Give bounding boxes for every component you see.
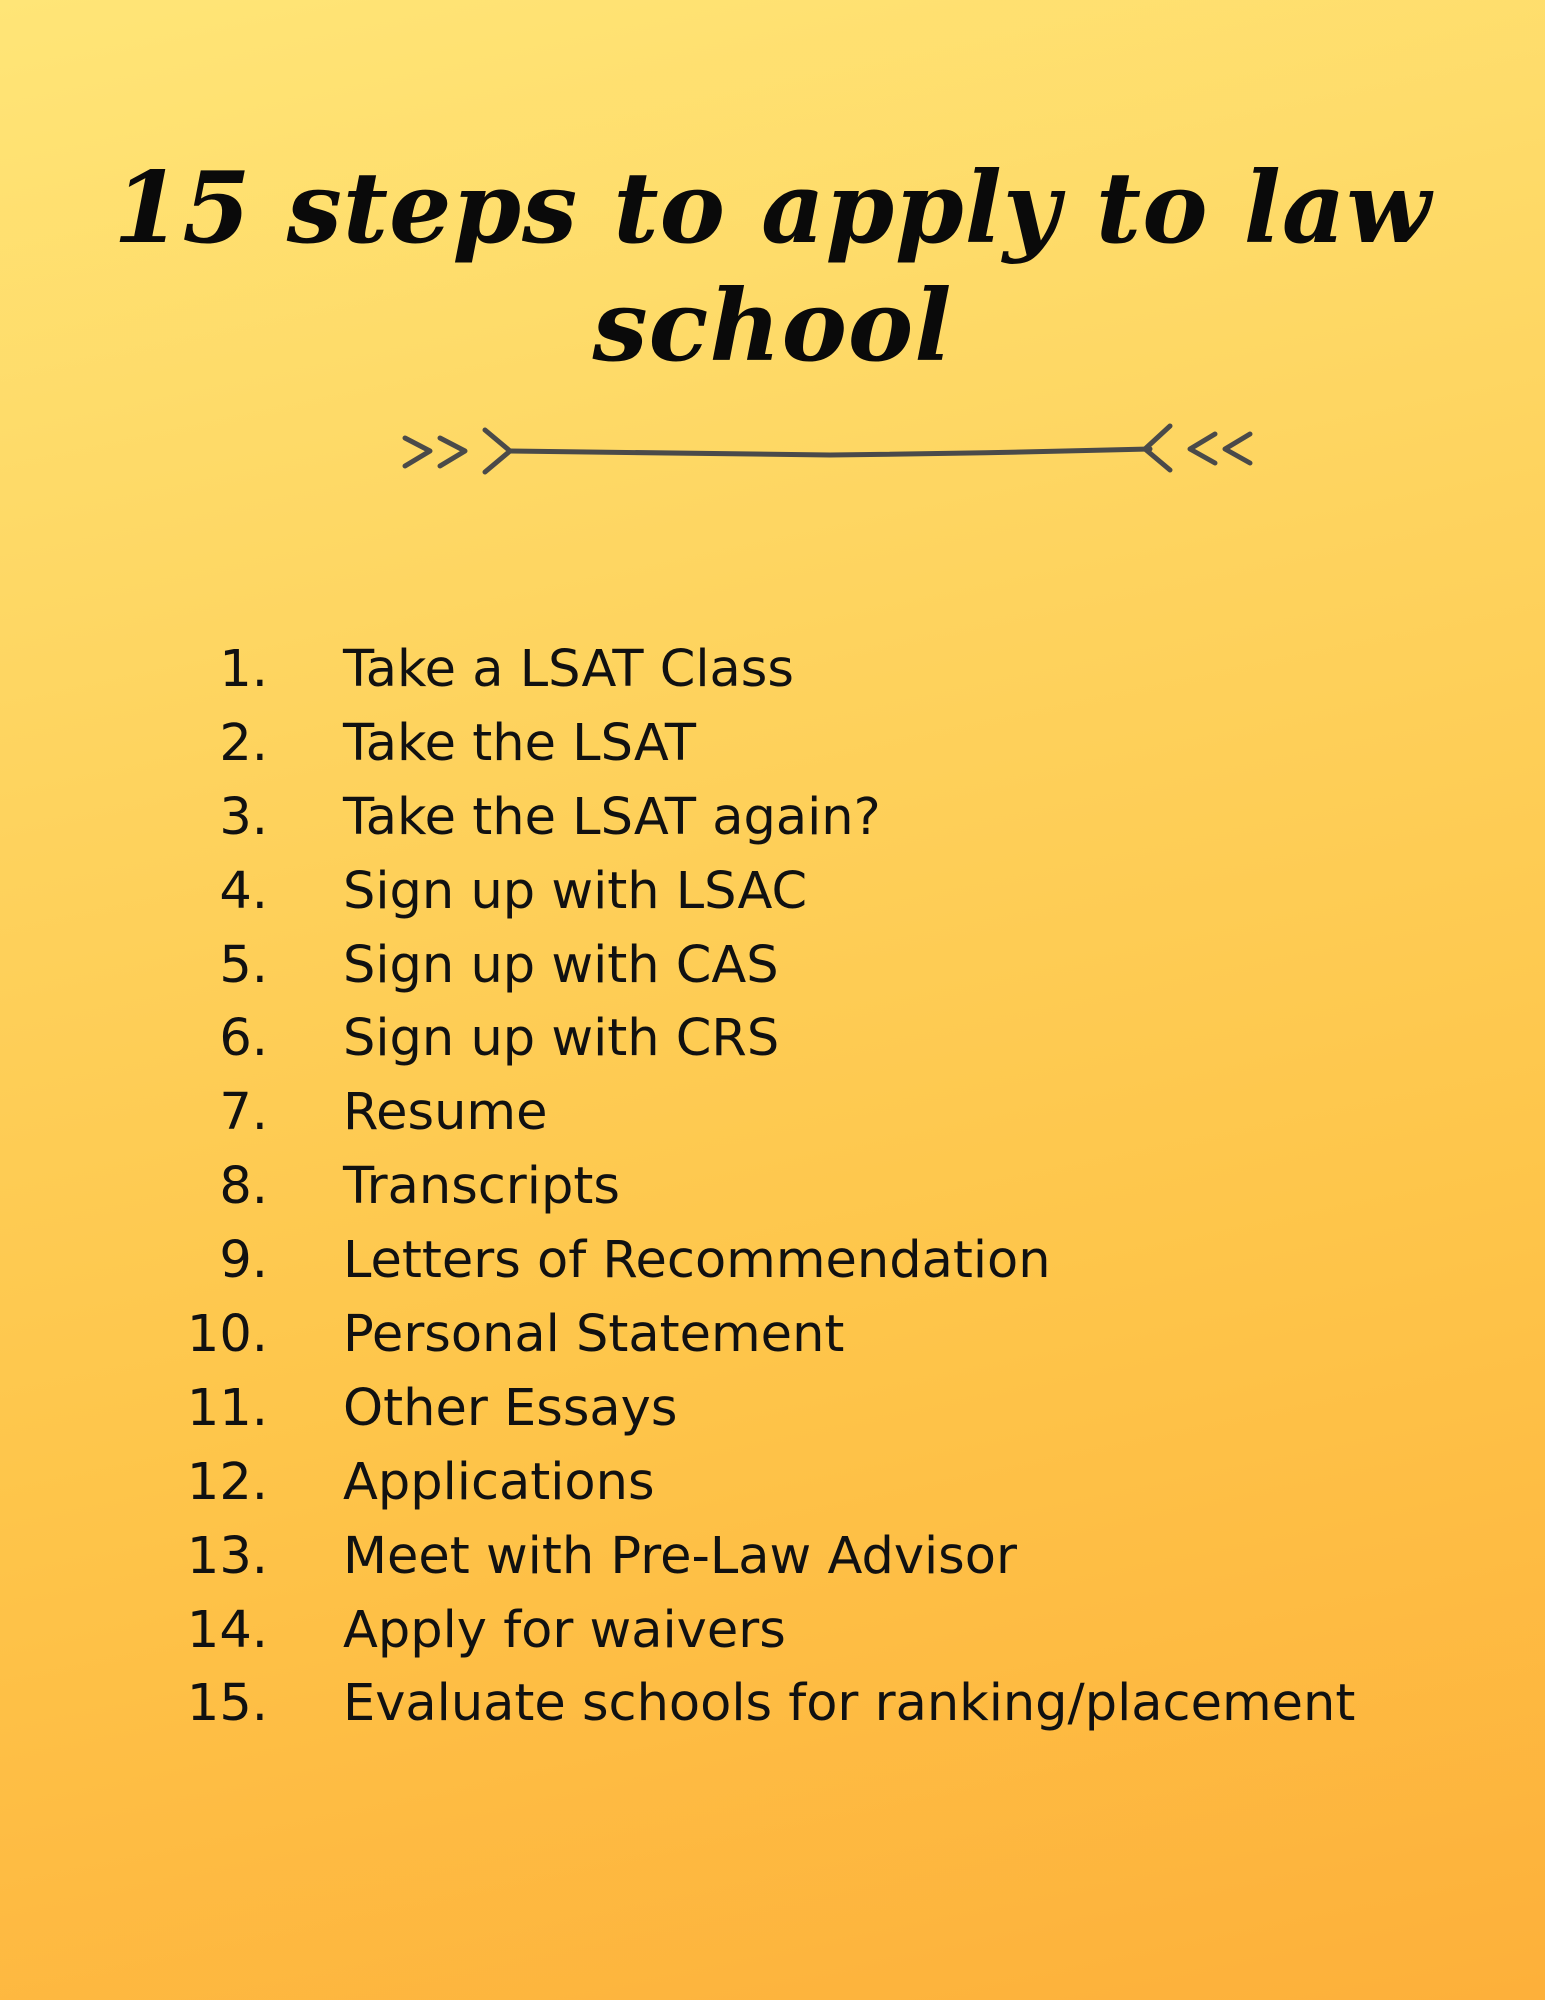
list-item <box>0 1601 1545 1675</box>
list-item <box>0 1379 1545 1453</box>
step-number: 6. <box>219 1009 268 1069</box>
step-text: Apply for waivers <box>343 1600 786 1660</box>
step-text: Evaluate schools for ranking/placement <box>343 1674 1356 1734</box>
step-number: 14. <box>186 1600 268 1660</box>
step-text: Take the LSAT again? <box>343 787 881 847</box>
list-item <box>0 862 1545 936</box>
step-text: Letters of Recommendation <box>343 1231 1051 1291</box>
double-arrow-divider-icon <box>400 410 1260 490</box>
step-text: Meet with Pre-Law Advisor <box>343 1526 1017 1586</box>
list-item <box>0 1083 1545 1157</box>
step-text: Applications <box>343 1452 655 1512</box>
step-number: 12. <box>186 1452 268 1512</box>
step-text: Transcripts <box>343 1157 620 1217</box>
list-item <box>0 1009 1545 1083</box>
step-number: 13. <box>186 1526 268 1586</box>
step-number: 9. <box>219 1231 268 1291</box>
step-text: Take the LSAT <box>343 713 696 773</box>
list-item <box>0 1527 1545 1601</box>
step-text: Sign up with LSAC <box>343 861 808 921</box>
list-item <box>0 1231 1545 1305</box>
step-number: 15. <box>186 1674 268 1734</box>
list-item <box>0 640 1545 714</box>
step-text: Take a LSAT Class <box>343 640 794 699</box>
list-item <box>0 788 1545 862</box>
step-number: 5. <box>219 935 268 995</box>
list-item <box>0 1157 1545 1231</box>
step-text: Other Essays <box>343 1378 678 1438</box>
step-text: Personal Statement <box>343 1305 845 1365</box>
list-item <box>0 936 1545 1010</box>
step-number: 3. <box>219 787 268 847</box>
step-number: 8. <box>219 1157 268 1217</box>
step-number: 11. <box>186 1378 268 1438</box>
step-text: Resume <box>343 1083 548 1143</box>
list-item <box>0 714 1545 788</box>
step-number: 10. <box>186 1305 268 1365</box>
list-item <box>0 1305 1545 1379</box>
step-number: 7. <box>219 1083 268 1143</box>
step-text: Sign up with CRS <box>343 1009 780 1069</box>
step-number: 2. <box>219 713 268 773</box>
step-number: 1. <box>219 640 268 699</box>
step-text: Sign up with CAS <box>343 935 779 995</box>
page-title: 15 steps to apply to law school <box>113 151 1432 384</box>
steps-list <box>0 640 1545 1748</box>
step-number: 4. <box>219 861 268 921</box>
list-item <box>0 1453 1545 1527</box>
list-item <box>0 1674 1545 1748</box>
